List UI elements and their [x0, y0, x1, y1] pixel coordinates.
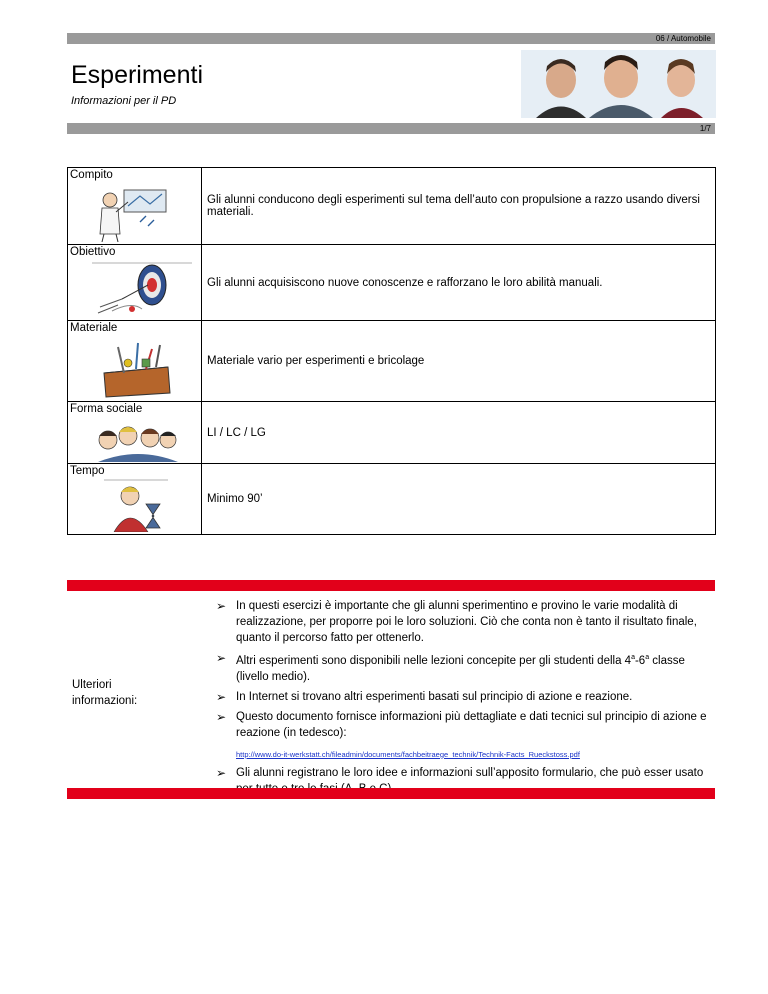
group-illustration-icon — [94, 418, 180, 462]
row-label: Materiale — [70, 322, 118, 334]
text-cell — [202, 245, 716, 321]
note-text: Gli alunni registrano le loro idee e informazioni sull’apposito formulario, che può esser usato — [236, 766, 704, 779]
page-title: Esperimenti — [71, 61, 203, 89]
text-cell — [202, 168, 716, 245]
teacher-illustration-icon — [90, 186, 172, 242]
arrow-bullet-icon: ➢ — [216, 709, 227, 724]
table-row — [68, 464, 716, 535]
label-cell — [68, 321, 202, 402]
text-cell — [202, 402, 716, 464]
reference-link[interactable]: http://www.do-it-werkstatt.ch/fileadmin/documents/fachbeitraege_technik/Technik-Facts_Rueckstoss.pdf — [236, 749, 580, 759]
list-item — [216, 598, 712, 646]
row-text: Gli alunni conducono degli esperimenti sul tema dell’auto con propulsione a razzo usando diversi materiali. — [207, 194, 700, 218]
list-item — [216, 689, 712, 705]
red-divider-top — [67, 580, 715, 591]
extra-label-line: Ulteriori — [72, 679, 112, 691]
superscript: a — [645, 654, 650, 661]
row-label: Tempo — [70, 465, 105, 477]
note-text-part: Altri esperimenti sono disponibili nelle lezioni concepite per gli studenti della 4 — [236, 654, 632, 667]
note-text: Questo documento fornisce informazioni più dettagliate e dati tecnici sul principio di azione e reazione (in tedesco): — [236, 710, 707, 739]
notes-list — [216, 598, 712, 801]
text-cell — [202, 321, 716, 402]
list-item — [216, 709, 712, 741]
arrow-bullet-icon: ➢ — [216, 765, 227, 780]
note-text-part: -6 — [634, 654, 646, 667]
label-cell — [68, 168, 202, 245]
label-cell — [68, 402, 202, 464]
page-number: 1/7 — [699, 124, 711, 133]
extra-label-line: informazioni: — [72, 695, 138, 707]
row-label: Compito — [70, 169, 113, 181]
table-row — [68, 245, 716, 321]
table-row — [68, 168, 716, 245]
arrow-bullet-icon: ➢ — [216, 689, 227, 704]
extra-info-label — [72, 677, 137, 709]
row-text: Gli alunni acquisiscono nuove conoscenze e rafforzano le loro abilità manuali. — [207, 276, 603, 289]
toolbox-illustration-icon — [98, 337, 176, 399]
label-cell — [68, 464, 202, 535]
section-label: 06 / Automobile — [655, 34, 711, 43]
table-row — [68, 402, 716, 464]
table-row — [68, 321, 716, 402]
row-text: Minimo 90’ — [207, 493, 263, 505]
note-text-part: classe (livello medio). — [236, 654, 685, 683]
row-label: Forma sociale — [70, 403, 143, 415]
text-cell — [202, 464, 716, 535]
target-illustration-icon — [92, 261, 192, 317]
red-divider-bottom — [67, 788, 715, 799]
page-number-bar — [67, 123, 715, 134]
row-text: LI / LC / LG — [207, 426, 266, 439]
page-subtitle: Informazioni per il PD — [71, 95, 177, 107]
hourglass-illustration-icon — [104, 478, 168, 532]
students-photo — [521, 50, 716, 118]
arrow-bullet-icon: ➢ — [216, 651, 227, 665]
link-item — [216, 749, 712, 761]
note-text: In Internet si trovano altri esperimenti basati sul principio di azione e reazione. — [236, 690, 633, 703]
row-text: Materiale vario per esperimenti e bricolage — [207, 355, 425, 367]
list-item — [216, 650, 712, 685]
header-bar — [67, 33, 715, 44]
arrow-bullet-icon: ➢ — [216, 599, 227, 613]
info-table — [67, 167, 716, 535]
label-cell — [68, 245, 202, 321]
superscript: a — [631, 654, 635, 661]
row-label: Obiettivo — [70, 246, 116, 258]
note-text: In questi esercizi è importante che gli alunni sperimentino e provino le varie modalità di realizzazione, per proporre poi le loro soluzioni. Ciò che conta non è tanto il risultato finale, quanto il percorso fatto per ottenerlo. — [236, 600, 697, 644]
